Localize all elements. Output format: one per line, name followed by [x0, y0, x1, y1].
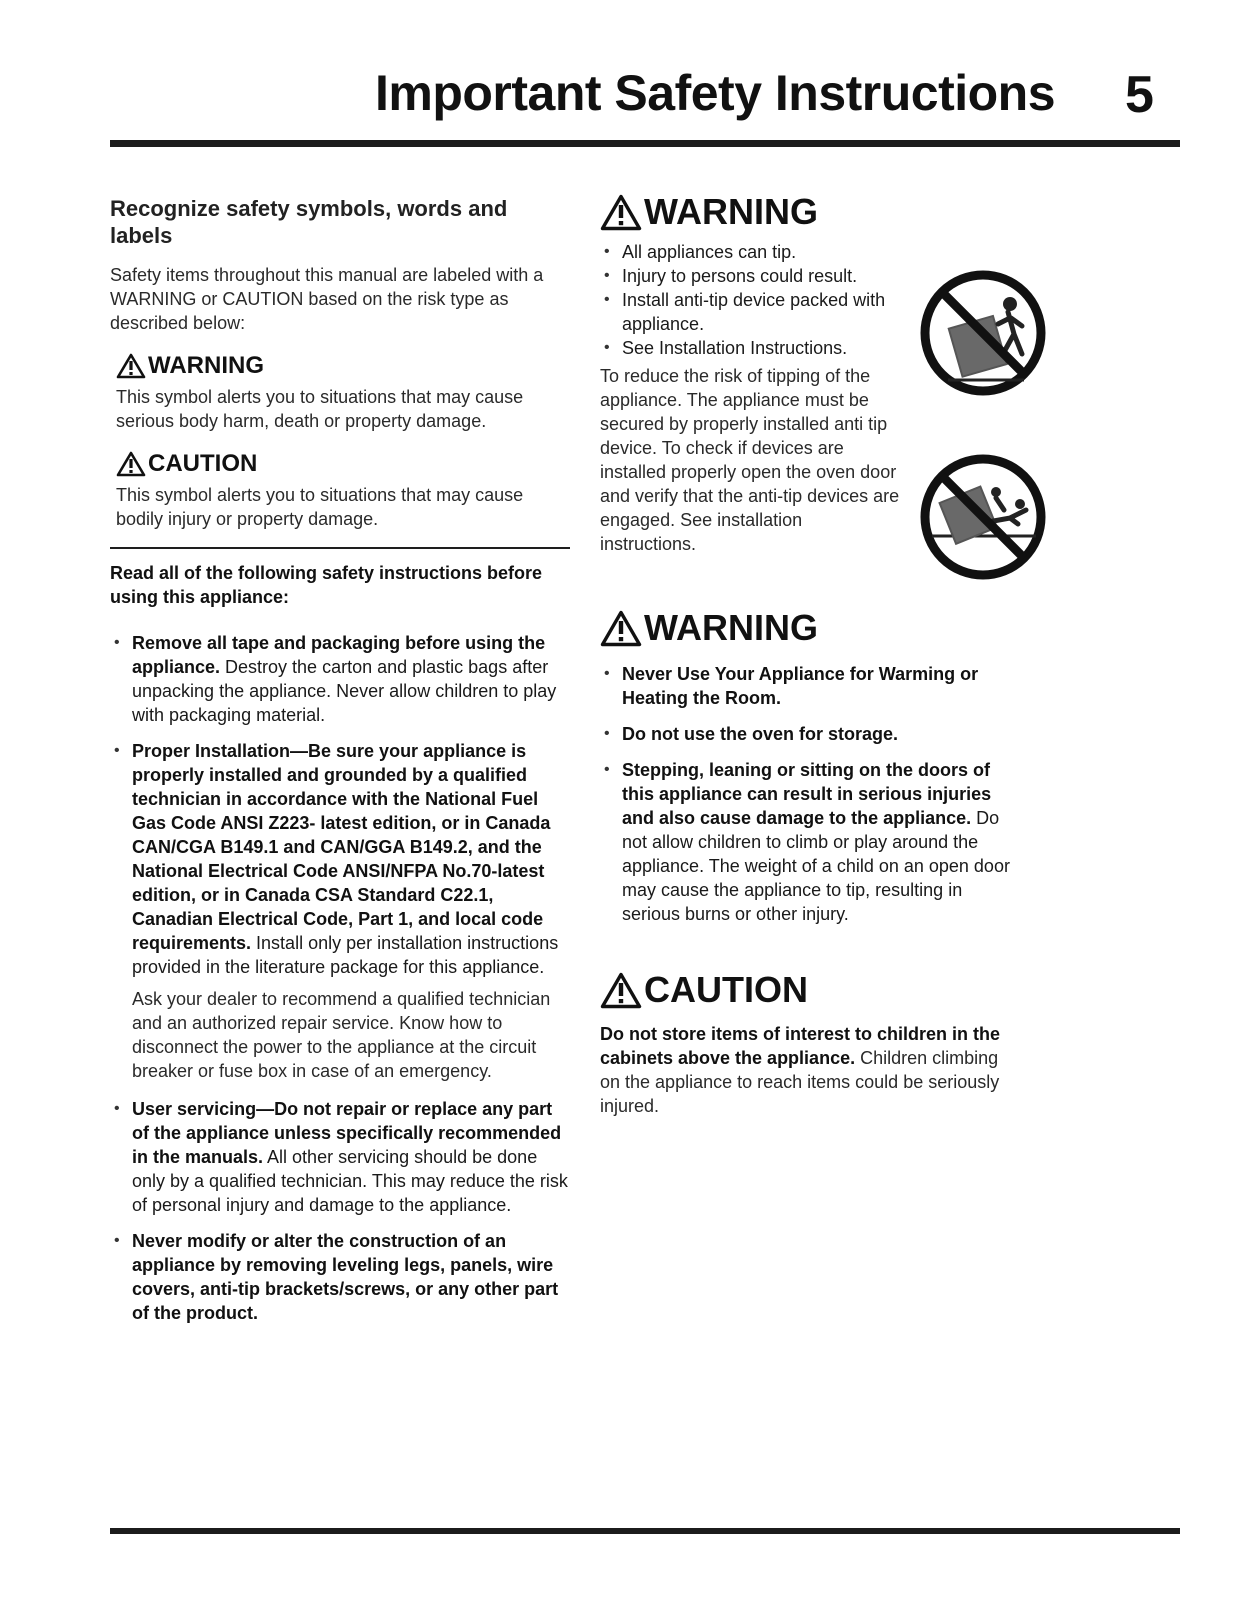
warning-label: WARNING [644, 191, 818, 232]
warning-signal-word [600, 606, 1140, 650]
list-item: • Proper Installation—Be sure your appliance is properly installed and grounded by a qualified technician in accordance with the National Fuel Gas Code ANSI Z223- latest edition, or in Canada CAN/CGA B149.1 and CAN/GGA B149.2, and the National Electrical Code ANSI/NFPA No.70-latest edition, or in Canada CSA Standard C22.1, Canadian Electrical Code, Part 1, and local code requirements. Install only per installation instructions provided in the literature package for this appliance. [110, 739, 570, 979]
warning-signal-word [116, 351, 570, 381]
caution-description: This symbol alerts you to situations that may cause bodily injury or property damage. [116, 485, 524, 529]
tip-warning-list [600, 240, 900, 360]
caution-signal-word [116, 449, 570, 479]
header-rule [110, 140, 1180, 147]
read-all-instruction: Read all of the following safety instructions before using this appliance: [110, 563, 543, 607]
safety-instruction-list-continued [110, 1097, 570, 1325]
caution-signal-word [600, 968, 1140, 1012]
page-number: 5 [1125, 66, 1154, 124]
list-item: • Do not use the oven for storage. [600, 722, 1025, 746]
warning-signal-word [600, 190, 1140, 234]
warning-description: This symbol alerts you to situations that may cause serious body harm, death or property damage. [116, 387, 524, 431]
intro-paragraph: Safety items throughout this manual are labeled with a WARNING or CAUTION based on the risk type as described below: [110, 265, 544, 333]
warning-triangle-icon [116, 353, 146, 379]
cabinet-caution-block [600, 968, 1140, 1118]
list-item: • Injury to persons could result. [600, 264, 900, 288]
appliance-warning-list [600, 662, 1025, 926]
warning-label: WARNING [148, 352, 264, 379]
page-title: Important Safety Instructions [375, 65, 1056, 121]
section-title: Recognize safety symbols, words and labels [110, 196, 508, 248]
cabinet-caution-text: Do not store items of interest to children in the cabinets above the appliance. Children climbing on the appliance to reach items could be seriously injured. [600, 1024, 1001, 1116]
section-divider [110, 547, 570, 549]
footer-rule [110, 1528, 1180, 1534]
list-item: • All appliances can tip. [600, 240, 900, 264]
left-column [110, 190, 570, 1337]
list-item: • Never Use Your Appliance for Warming or Heating the Room. [600, 662, 1025, 710]
warning-label: WARNING [644, 607, 818, 648]
warning-triangle-icon [600, 194, 642, 231]
list-item: • Remove all tape and packaging before using the appliance. Destroy the carton and plastic bags after unpacking the appliance. Never allow children to play with packaging material. [110, 631, 570, 727]
list-item: • Install anti-tip device packed with appliance. [600, 288, 900, 336]
no-sitting-on-oven-door-pictogram [918, 452, 1048, 582]
appliance-use-warning-block [600, 606, 1140, 926]
right-column [600, 190, 1140, 1118]
list-item-extra-paragraph: Ask your dealer to recommend a qualified technician and an authorized repair service. Know how to disconnect the power to the appliance at the circuit breaker or fuse box in case of an emergency. [132, 989, 551, 1081]
list-item: • User servicing—Do not repair or replace any part of the appliance unless specifically recommended in the manuals. All other servicing should be done only by a qualified technician. This may reduce the risk of personal injury and damage to the appliance. [110, 1097, 570, 1217]
list-item: • Stepping, leaning or sitting on the doors of this appliance can result in serious injuries and also cause damage to the appliance. Do not allow children to climb or play around the appliance. The weight of a child on an open door may cause the appliance to tip, resulting in serious burns or other injury. [600, 758, 1025, 926]
tip-over-warning-block [600, 190, 1140, 556]
anti-tip-paragraph: To reduce the risk of tipping of the appliance. The appliance must be secured by properly installed anti tip device. To check if devices are installed properly open the oven door and verify that the anti-tip devices are engaged. See installation instructions. [600, 366, 900, 554]
warning-triangle-icon [116, 451, 146, 477]
no-climbing-on-range-pictogram [918, 268, 1048, 398]
warning-triangle-icon [600, 972, 642, 1009]
warning-triangle-icon [600, 610, 642, 647]
list-item: • See Installation Instructions. [600, 336, 900, 360]
list-item: • Never modify or alter the construction of an appliance by removing leveling legs, panels, wire covers, anti-tip brackets/screws, or any other part of the product. [110, 1229, 570, 1325]
caution-label: CAUTION [148, 450, 258, 477]
caution-label: CAUTION [644, 969, 808, 1010]
safety-instruction-list [110, 631, 570, 979]
